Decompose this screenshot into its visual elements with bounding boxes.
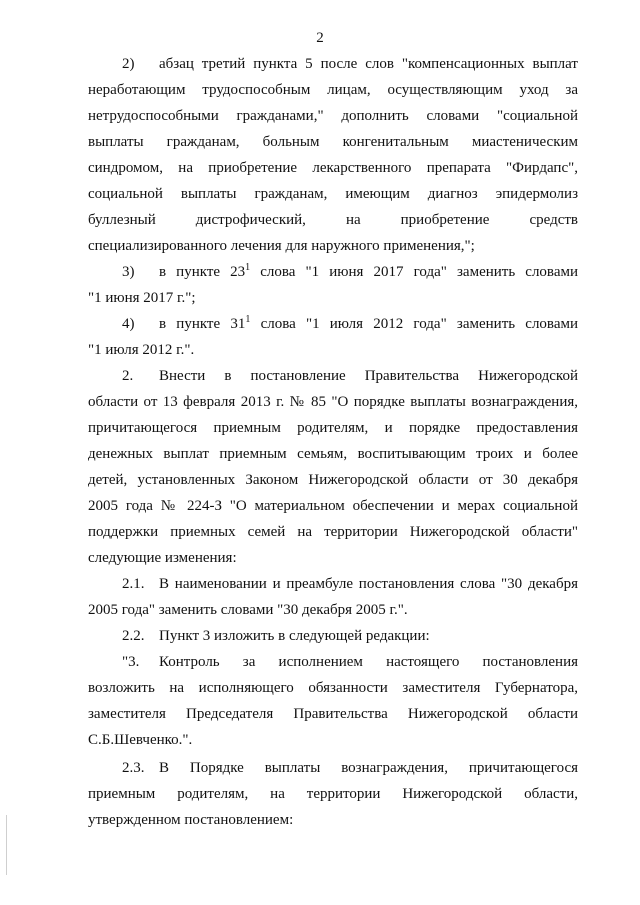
list-item-4-first-line (122, 311, 578, 337)
paragraph-text: Внести в постановление Правительства Нижегородской (159, 368, 578, 384)
superscript: 1 (245, 262, 251, 273)
list-item-2-first-line (122, 51, 578, 77)
section-2-3-first-line (122, 755, 578, 781)
list-number: 2.2. (122, 628, 145, 644)
page-number: 2 (316, 30, 324, 46)
list-number: 2.3. (122, 760, 145, 776)
paragraph-text: Контроль за исполнением настоящего постановления (159, 654, 578, 670)
list-number: "3. (122, 654, 140, 670)
paragraph-line: причитающегося приемным родителям, и порядке предоставления (88, 420, 578, 436)
section-2-2-first-line (122, 623, 578, 649)
list-number: 2.1. (122, 576, 145, 592)
paragraph-line: специализированного лечения для наружного применения,"; (88, 238, 475, 254)
paragraph-text: В наименовании и преамбуле постановления слова "30 декабря (159, 576, 578, 592)
paragraph-text: Пункт 3 изложить в следующей редакции: (159, 628, 430, 644)
paragraph-line: денежных выплат приемным семьям, воспитывающим троих и более (88, 446, 578, 462)
paragraph-line: социальной выплаты гражданам, имеющим диагноз эпидермолиз (88, 186, 578, 202)
paragraph-line: 2005 года № 224-З "О материальном обеспечении и мерах социальной (88, 498, 578, 514)
paragraph-line: 2005 года" заменить словами "30 декабря 2005 г.". (88, 602, 408, 618)
paragraph-line: С.Б.Шевченко.". (88, 732, 193, 748)
list-number: 4) (122, 316, 135, 332)
section-2-1-first-line (122, 571, 578, 597)
paragraph-line: области от 13 февраля 2013 г. № 85 "О порядке выплаты вознаграждения, (88, 394, 578, 410)
paragraph-line: поддержки приемных семей на территории Нижегородской области" (88, 524, 578, 540)
paragraph-line: "1 июля 2012 г.". (88, 342, 195, 358)
paragraph-line: утвержденном постановлением: (88, 812, 294, 828)
paragraph-line: нетрудоспособными гражданами," дополнить словами "социальной (88, 108, 578, 124)
paragraph-line: возложить на исполняющего обязанности заместителя Губернатора, (88, 680, 578, 696)
paragraph-line: заместителя Председателя Правительства Нижегородской области (88, 706, 578, 722)
paragraph-text: абзац третий пункта 5 после слов "компенсационных выплат (159, 56, 578, 72)
section-2-first-line (122, 363, 578, 389)
quoted-item-3-first-line (122, 649, 578, 675)
paragraph-line: приемным родителям, на территории Нижегородской области, (88, 786, 578, 802)
list-number: 2. (122, 368, 134, 384)
paragraph-line: неработающим трудоспособным лицам, осуществляющим уход за (88, 82, 578, 98)
paragraph-text: В Порядке выплаты вознаграждения, причитающегося (159, 760, 578, 776)
superscript: 1 (245, 314, 251, 325)
paragraph-line: выплаты гражданам, больным конгенитальным миастеническим (88, 134, 578, 150)
paragraph-text: в пункте $23^1$ слова "1 июня 2017 года" заменить словами (159, 262, 578, 280)
list-number: 3) (122, 264, 135, 280)
paragraph-line: "1 июня 2017 г."; (88, 290, 196, 306)
paragraph-text: в пункте $31^1$ слова "1 июля 2012 года" заменить словами (159, 314, 578, 332)
list-number: 2) (122, 56, 135, 72)
scan-edge-mark (6, 815, 7, 875)
list-item-3-first-line (122, 259, 578, 285)
paragraph-line: буллезный дистрофический, на приобретение средств (88, 212, 578, 228)
paragraph-line: следующие изменения: (88, 550, 237, 566)
paragraph-line: детей, установленных Законом Нижегородской области от 30 декабря (88, 472, 578, 488)
paragraph-line: синдромом, на приобретение лекарственного препарата "Фирдапс", (88, 160, 578, 176)
